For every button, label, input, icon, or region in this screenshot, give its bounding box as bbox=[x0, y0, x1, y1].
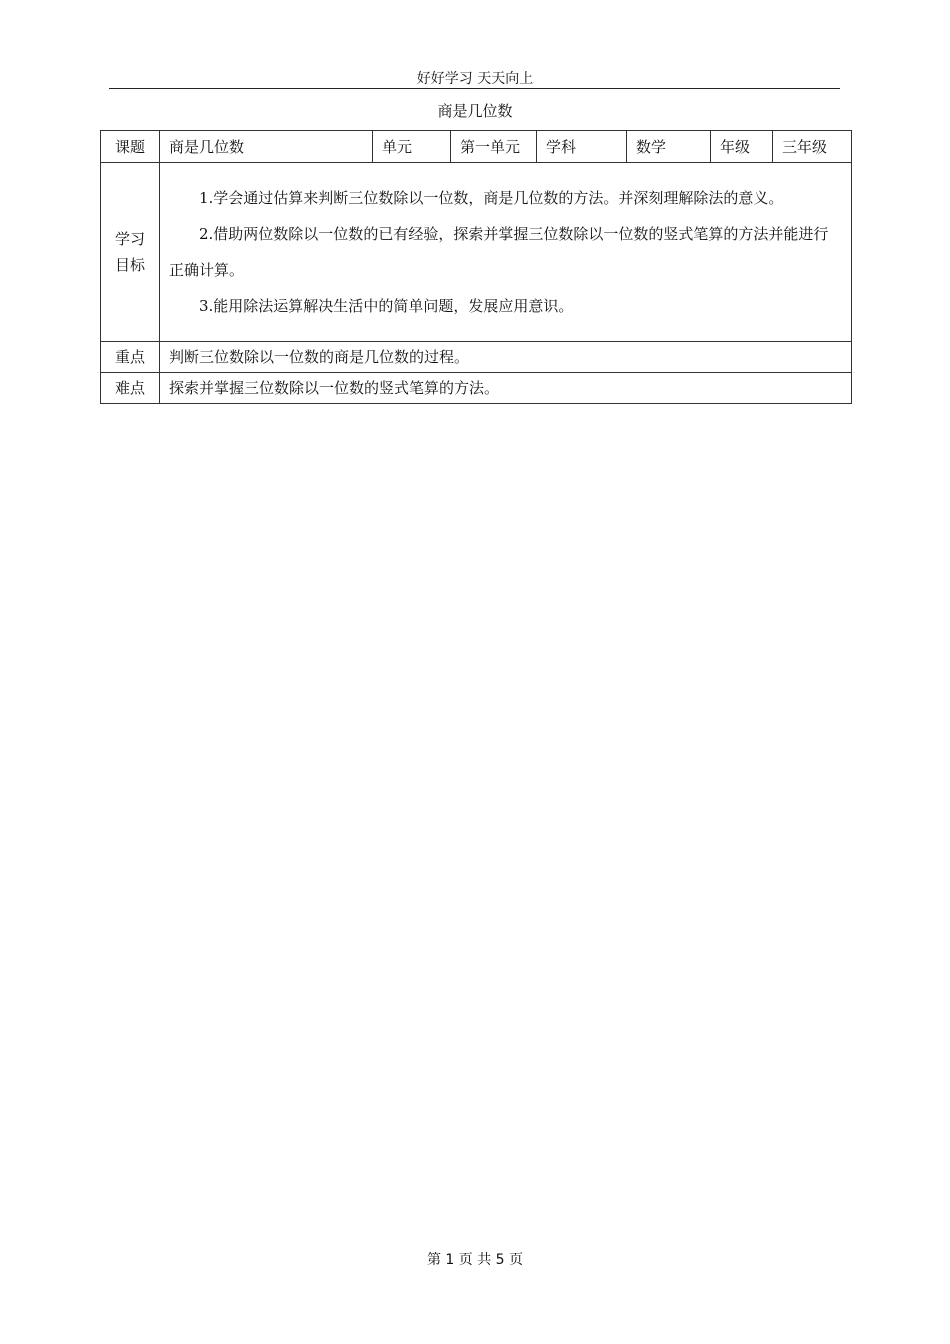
unit-label: 单元 bbox=[373, 131, 451, 163]
lesson-plan-table bbox=[100, 130, 852, 404]
topic-value: 商是几位数 bbox=[160, 131, 373, 163]
goals-label-line: 学习 bbox=[114, 230, 145, 248]
document-title: 商是几位数 bbox=[437, 102, 513, 120]
key-point-value: 判断三位数除以一位数的商是几位数的过程。 bbox=[160, 342, 852, 373]
header-rule bbox=[109, 88, 840, 89]
subject-value: 数学 bbox=[627, 131, 711, 163]
page-header: 好好学习 天天向上 bbox=[416, 71, 534, 87]
key-point-label: 重点 bbox=[101, 342, 160, 373]
topic-label: 课题 bbox=[101, 131, 160, 163]
goals-content bbox=[160, 163, 852, 342]
goal-item: 1.学会通过估算来判断三位数除以一位数，商是几位数的方法。并深刻理解除法的意义。 bbox=[199, 189, 784, 207]
table-row bbox=[101, 163, 852, 342]
table-row bbox=[101, 342, 852, 373]
grade-label: 年级 bbox=[711, 131, 773, 163]
difficulty-value: 探索并掌握三位数除以一位数的竖式笔算的方法。 bbox=[160, 373, 852, 404]
table-row bbox=[101, 131, 852, 163]
goal-item: 3.能用除法运算解决生活中的简单问题，发展应用意识。 bbox=[199, 297, 574, 315]
goal-item: 2.借助两位数除以一位数的已有经验，探索并掌握三位数除以一位数的竖式笔算的方法并能进行正确计算。 bbox=[169, 225, 829, 279]
grade-value: 三年级 bbox=[773, 131, 852, 163]
page-footer: 第 1 页 共 5 页 bbox=[426, 1252, 524, 1268]
table-row bbox=[101, 373, 852, 404]
goals-label-line: 目标 bbox=[114, 256, 145, 274]
unit-value: 第一单元 bbox=[451, 131, 537, 163]
difficulty-label: 难点 bbox=[101, 373, 160, 404]
subject-label: 学科 bbox=[537, 131, 627, 163]
goals-label bbox=[101, 163, 160, 342]
